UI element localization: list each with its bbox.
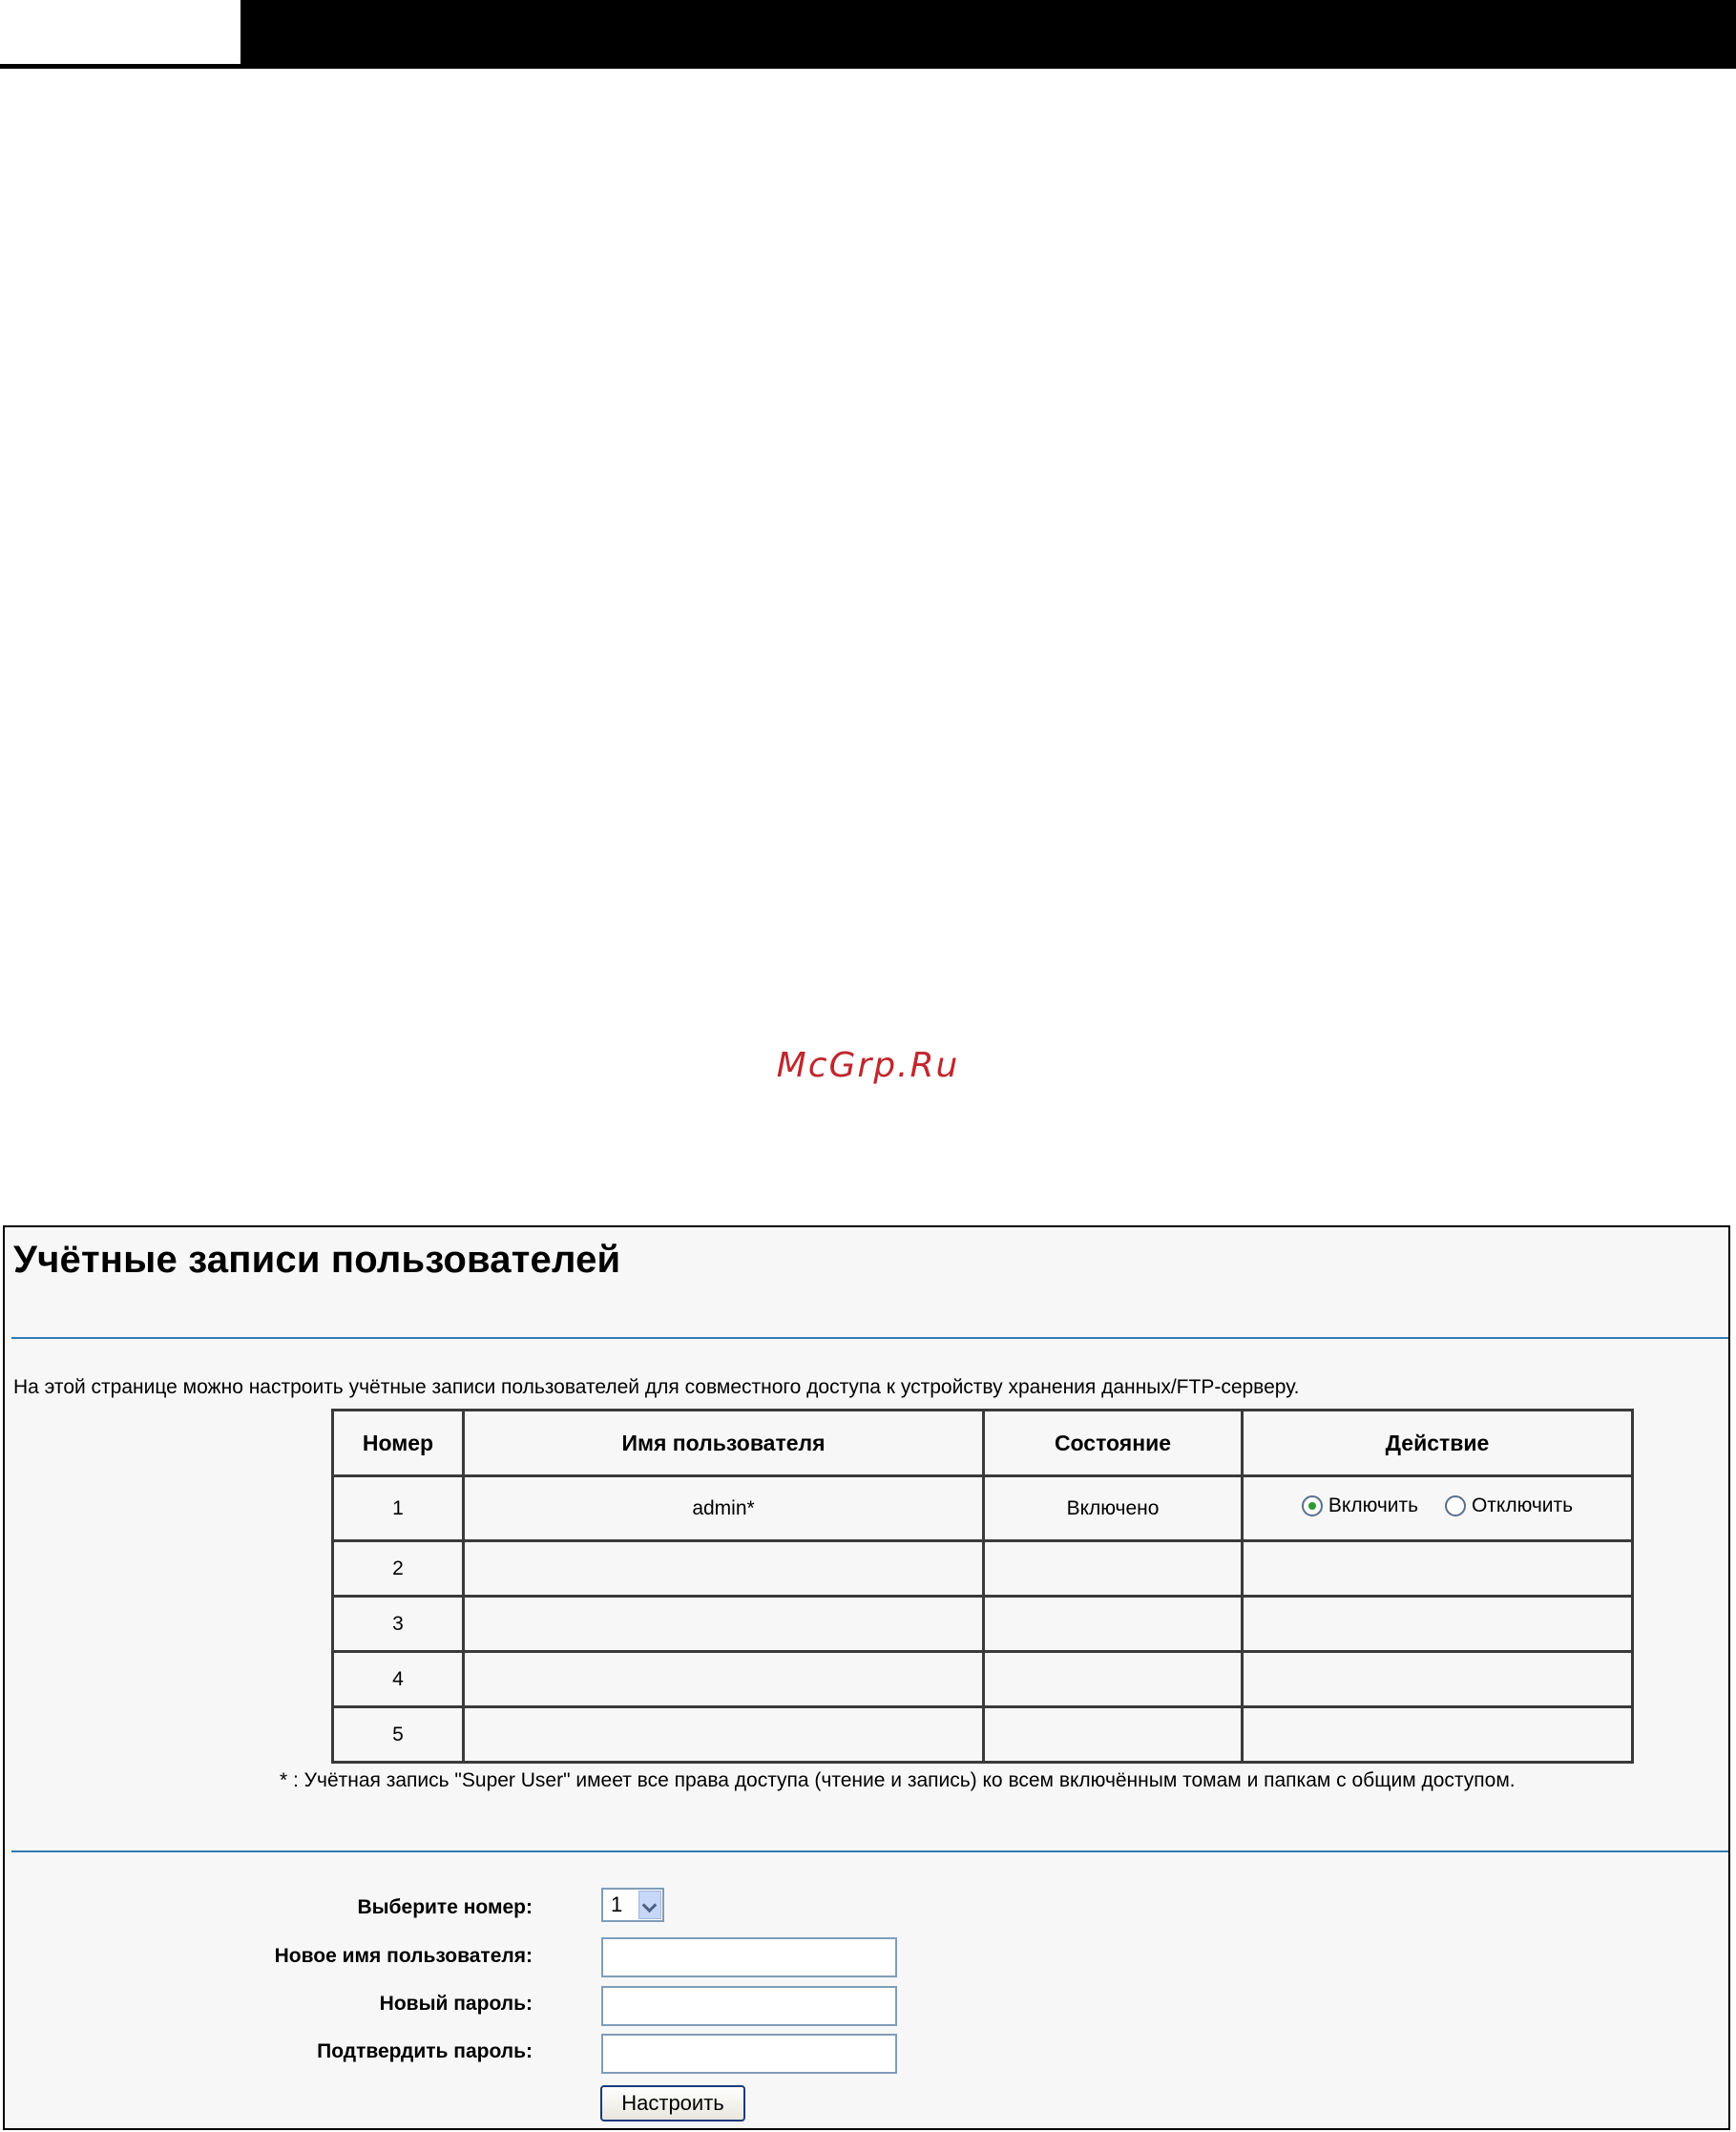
disable-radio[interactable] <box>1445 1495 1466 1516</box>
header-username: Имя пользователя <box>464 1411 984 1476</box>
header-tab-block <box>0 0 241 64</box>
row-username <box>464 1707 984 1763</box>
confirm-password-label: Подтвердить пароль: <box>317 2040 533 2062</box>
row-action <box>1243 1652 1633 1707</box>
divider-top <box>11 1337 1728 1339</box>
row-username <box>464 1652 984 1707</box>
row-state <box>984 1652 1243 1707</box>
new-username-input[interactable] <box>601 1937 897 1977</box>
table-header-row <box>333 1411 1633 1476</box>
row-action <box>1243 1707 1633 1763</box>
table-row <box>333 1652 1633 1707</box>
divider-bottom <box>11 1850 1728 1852</box>
select-number-label: Выберите номер: <box>357 1896 533 1918</box>
select-number-dropdown[interactable] <box>601 1888 664 1922</box>
enable-radio[interactable] <box>1302 1495 1323 1516</box>
disable-radio-label: Отключить <box>1471 1494 1574 1516</box>
row-username <box>464 1597 984 1652</box>
table-row <box>333 1597 1633 1652</box>
table-row <box>333 1541 1633 1597</box>
chevron-down-icon[interactable] <box>638 1891 661 1919</box>
row-number: 4 <box>333 1652 464 1707</box>
table-row <box>333 1476 1633 1541</box>
row-state <box>984 1541 1243 1597</box>
row-state <box>984 1597 1243 1652</box>
confirm-password-input[interactable] <box>601 2034 897 2074</box>
header-number: Номер <box>333 1411 464 1476</box>
top-header-bar <box>0 0 1736 69</box>
row-action <box>1243 1597 1633 1652</box>
row-number: 3 <box>333 1597 464 1652</box>
row-number: 1 <box>333 1476 464 1541</box>
new-username-label: Новое имя пользователя: <box>274 1945 533 1967</box>
row-username: admin* <box>464 1476 984 1541</box>
header-state: Состояние <box>984 1411 1243 1476</box>
enable-radio-label: Включить <box>1328 1494 1419 1516</box>
row-state: Включено <box>984 1476 1243 1541</box>
select-number-value: 1 <box>611 1892 623 1916</box>
row-number: 5 <box>333 1707 464 1763</box>
super-user-footnote: * : Учётная запись "Super User" имеет все права доступа (чтение и запись) ко всем включённым томам и папкам с общим доступом. <box>280 1769 1516 1791</box>
row-number: 2 <box>333 1541 464 1597</box>
header-action: Действие <box>1243 1411 1633 1476</box>
user-accounts-table <box>331 1409 1634 1764</box>
watermark: McGrp.Ru <box>776 1046 960 1085</box>
user-accounts-panel <box>3 1225 1730 2130</box>
apply-button[interactable]: Настроить <box>600 2085 745 2122</box>
table-row <box>333 1707 1633 1763</box>
row-action <box>1243 1476 1633 1541</box>
enable-radio-option[interactable] <box>1302 1494 1439 1517</box>
page-title: Учётные записи пользователей <box>13 1239 621 1281</box>
row-username <box>464 1541 984 1597</box>
new-password-label: Новый пароль: <box>379 1993 533 2015</box>
page-description: На этой странице можно настроить учётные записи пользователей для совместного доступа к устройству хранения данных/FTP-серверу. <box>13 1376 1300 1398</box>
disable-radio-option[interactable] <box>1445 1494 1573 1517</box>
row-state <box>984 1707 1243 1763</box>
new-password-input[interactable] <box>601 1986 897 2026</box>
row-action <box>1243 1541 1633 1597</box>
